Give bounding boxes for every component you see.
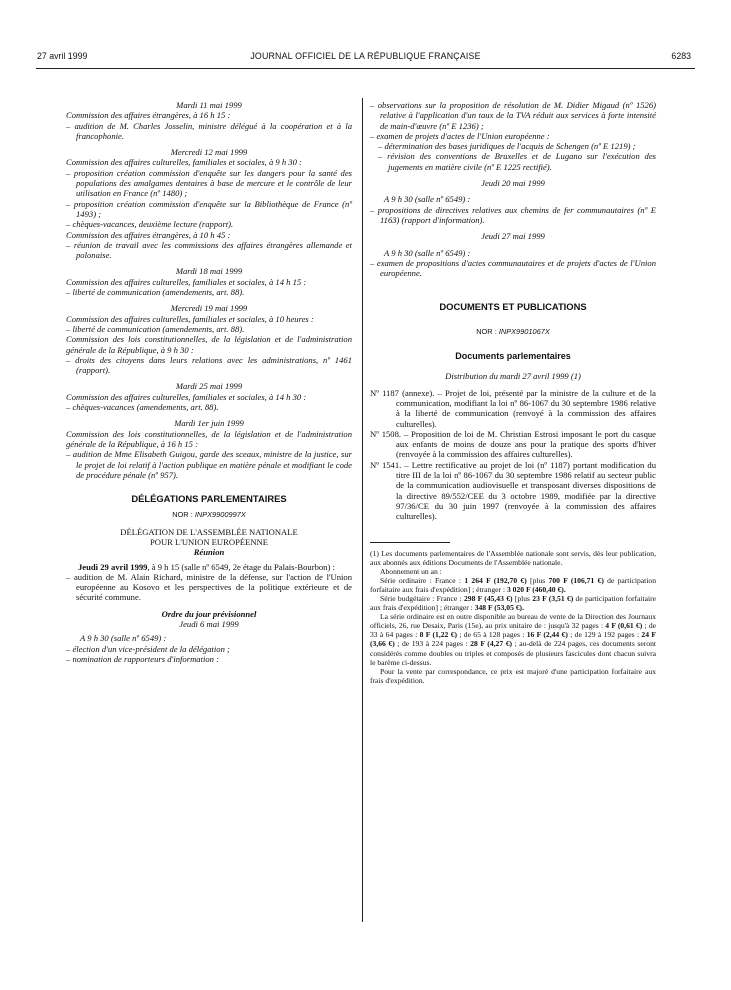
date-heading: Mardi 11 mai 1999 [176, 100, 242, 110]
paragraph: A 9 h 30 (salle nº 6549) : [384, 247, 471, 258]
date-heading: Mercredi 19 mai 1999 [170, 303, 248, 314]
list-item: – audition de M. Alain Richard, ministre de la défense, sur l'action de l'Union européenne au Kosovo et les perspectives de la politique extérieure et de sécurité commune. [66, 571, 352, 603]
list-item: – proposition création commission d'enquête sur les dangers pour la santé des populations des amalgames dentaires à base de mercure et le contrôle de leur utilisation en France (nº 1480) ; [66, 167, 352, 199]
list-item: – droits des citoyens dans leurs relations avec les administrations, nº 1461 (rapport). [66, 354, 352, 376]
footnote: Série ordinaire : France : 1 264 F (192,70 €) [plus 700 F (106,71 €) de participation forfaitaire aux frais d'expédition] ; étranger : 3 020 F (460,40 €). [370, 575, 656, 594]
left-column [66, 100, 352, 664]
paragraph: Commission des affaires étrangères, à 10 h 45 : [66, 229, 231, 240]
footnote: (1) Les documents parlementaires de l'Assemblée nationale sont servis, dès leur publication, aux abonnés aux éditions Documents de l'Assemblée nationale. [370, 548, 656, 567]
page-number: 6283 [671, 51, 691, 61]
paragraph: Commission des lois constitutionnelles, de la législation et de l'administration générale de la République, à 9 h 30 : [66, 334, 352, 355]
date-heading: Jeudi 20 mai 1999 [481, 178, 545, 189]
paragraph: Commission des affaires culturelles, familiales et sociales, à 9 h 30 : [66, 157, 302, 168]
header-date: 27 avril 1999 [37, 51, 88, 61]
list-item: – chèques-vacances (amendements, art. 88). [66, 402, 219, 413]
list-item: – examen de projets d'actes de l'Union européenne : [370, 130, 550, 141]
list-item: – nomination de rapporteurs d'information : [66, 653, 219, 664]
date-heading: Jeudi 6 mai 1999 [179, 619, 239, 630]
list-item: – proposition création commission d'enquête sur la Bibliothèque de France (nº 1493) ; [66, 198, 352, 219]
list-item: – examen de propositions d'actes communautaires et de projets d'actes de l'Union européenne. [370, 257, 656, 279]
list-item: – audition de Mme Elisabeth Guigou, garde des sceaux, ministre de la justice, sur le projet de loi relatif à l'action publique en matière pénale et modifiant le code de procédure pénale (nº 957). [66, 449, 352, 480]
list-item: – propositions de directives relatives aux chemins de fer communautaires (nº E 1163) (rapport d'information). [370, 204, 656, 225]
date-heading: Mardi 25 mai 1999 [175, 381, 243, 392]
date-heading: Jeudi 27 mai 1999 [481, 231, 545, 242]
agenda-heading: Ordre du jour prévisionnel [161, 608, 257, 619]
list-item: – réunion de travail avec les commissions des affaires étrangères allemande et polonaise. [66, 239, 352, 261]
list-item: – audition de M. Charles Josselin, ministre délégué à la coopération et à la francophonie. [66, 120, 352, 141]
right-column [370, 100, 656, 685]
list-item: – élection d'un vice-président de la délégation ; [66, 643, 230, 654]
distribution-line: Distribution du mardi 27 avril 1999 (1) [445, 371, 581, 382]
page-header [0, 51, 731, 67]
paragraph: Commission des affaires culturelles, familiales et sociales, à 14 h 30 : [66, 391, 307, 402]
footnote: La série ordinaire est en outre disponible au bureau de vente de la Direction des Journaux officiels, 26, rue Desaix, Paris (15e), au prix unitaire de : jusqu'à 32 pages : 4 F (0,61 €) ; de 33 à 64 pages : 8 F (1,22 €) ; de 65 à 128 pages : 16 F (2,44 €) ; de 129 à 192 pages : 24 F (3,66 €) ; de 193 à 224 pages : 28 F (4,27 €) ; au-delà de 224 pages, ces documents seront considérés comme doubles ou triples et composés de plusieurs fascicules dont chacun suivra le barème ci-dessus. [370, 612, 656, 667]
journal-title: JOURNAL OFFICIEL DE LA RÉPUBLIQUE FRANÇAISE [250, 51, 481, 61]
section-title: DOCUMENTS ET PUBLICATIONS [439, 301, 587, 313]
nor-reference: NOR : INPX9900997X [172, 510, 246, 520]
paragraph: Commission des affaires culturelles, familiales et sociales, à 10 heures : [66, 313, 314, 324]
footnote: Abonnement un an : [380, 566, 442, 576]
header-rule [36, 68, 695, 69]
nor-reference: NOR : INPX9901067X [476, 326, 550, 336]
date-heading: Mardi 18 mai 1999 [175, 266, 243, 277]
document-entry: Nº 1508. – Proposition de loi de M. Christian Estrosi imposant le port du casque aux enfants de moins de douze ans pour la pratique des sports d'hiver (renvoyée à la commission des affaires culturelles). [370, 428, 656, 460]
paragraph: Commission des lois constitutionnelles, de la législation et de l'administration générale de la République, à 16 h 15 : [66, 428, 352, 449]
subsection-title: POUR L'UNION EUROPÉENNE [149, 536, 269, 547]
list-item: – chèques-vacances, deuxième lecture (rapport). [66, 219, 234, 230]
footnote: Pour la vente par correspondance, ce prix est majoré d'une participation forfaitaire aux frais d'expédition. [370, 666, 656, 685]
date-heading: Mardi 1er juin 1999 [174, 418, 244, 429]
footnote: Série budgétaire : France : 298 F (45,43 €) [plus 23 F (3,51 €) de participation forfaitaire aux frais d'expédition] ; étranger : 348 F (53,05 €). [370, 593, 656, 613]
footnote-rule [370, 542, 450, 543]
document-entry: Nº 1187 (annexe). – Projet de loi, présenté par la ministre de la culture et de la communication, modifiant la loi nº 86-1067 du 30 septembre 1986 relative à la liberté de communication (renvoyé à la commission des affaires culturelles). [370, 387, 656, 429]
document-entry: Nº 1541. – Lettre rectificative au projet de loi (nº 1187) portant modification du titre III de la loi nº 86-1067 du 30 septembre 1986 relatif au secteur public de la communication audiovisuelle et transposant diverses dispositions de la directive 89/552/CEE du 3 octobre 1989, modifiée par la directive 97/36/CE du 30 juin 1997 (renvoyée à la commission des affaires culturelles). [370, 459, 656, 522]
list-item: – observations sur la proposition de résolution de M. Didier Migaud (nº 1526) relative à l'application d'un taux de la TVA réduit aux services à forte intensité de main-d'œuvre (nº E 1236) ; [370, 100, 656, 131]
paragraph: Jeudi 29 avril 1999, à 9 h 15 (salle nº 6549, 2e étage du Palais-Bourbon) : [78, 561, 335, 572]
reunion-heading: Réunion [193, 547, 225, 558]
list-item: – révision des conventions de Bruxelles et de Lugano sur l'exécution des jugements en matière civile (nº E 1225 rectifié). [378, 151, 656, 172]
paragraph: A 9 h 30 (salle nº 6549) : [384, 194, 471, 205]
list-item: – détermination des bases juridiques de l'acquis de Schengen (nº E 1219) ; [378, 141, 636, 152]
paragraph: Commission des affaires culturelles, familiales et sociales, à 14 h 15 : [66, 276, 307, 287]
paragraph: Commission des affaires étrangères, à 16 h 15 : [66, 110, 231, 121]
paragraph: A 9 h 30 (salle nº 6549) : [80, 633, 167, 644]
subsection-title: DÉLÉGATION DE L'ASSEMBLÉE NATIONALE [120, 526, 298, 537]
list-item: – liberté de communication (amendements, art. 88). [66, 323, 245, 334]
date-heading: Mercredi 12 mai 1999 [170, 147, 248, 158]
section-title: DÉLÉGATIONS PARLEMENTAIRES [131, 493, 287, 505]
column-divider [362, 98, 363, 922]
subsection-title: Documents parlementaires [455, 351, 571, 362]
list-item: – liberté de communication (amendements, art. 88). [66, 287, 245, 298]
